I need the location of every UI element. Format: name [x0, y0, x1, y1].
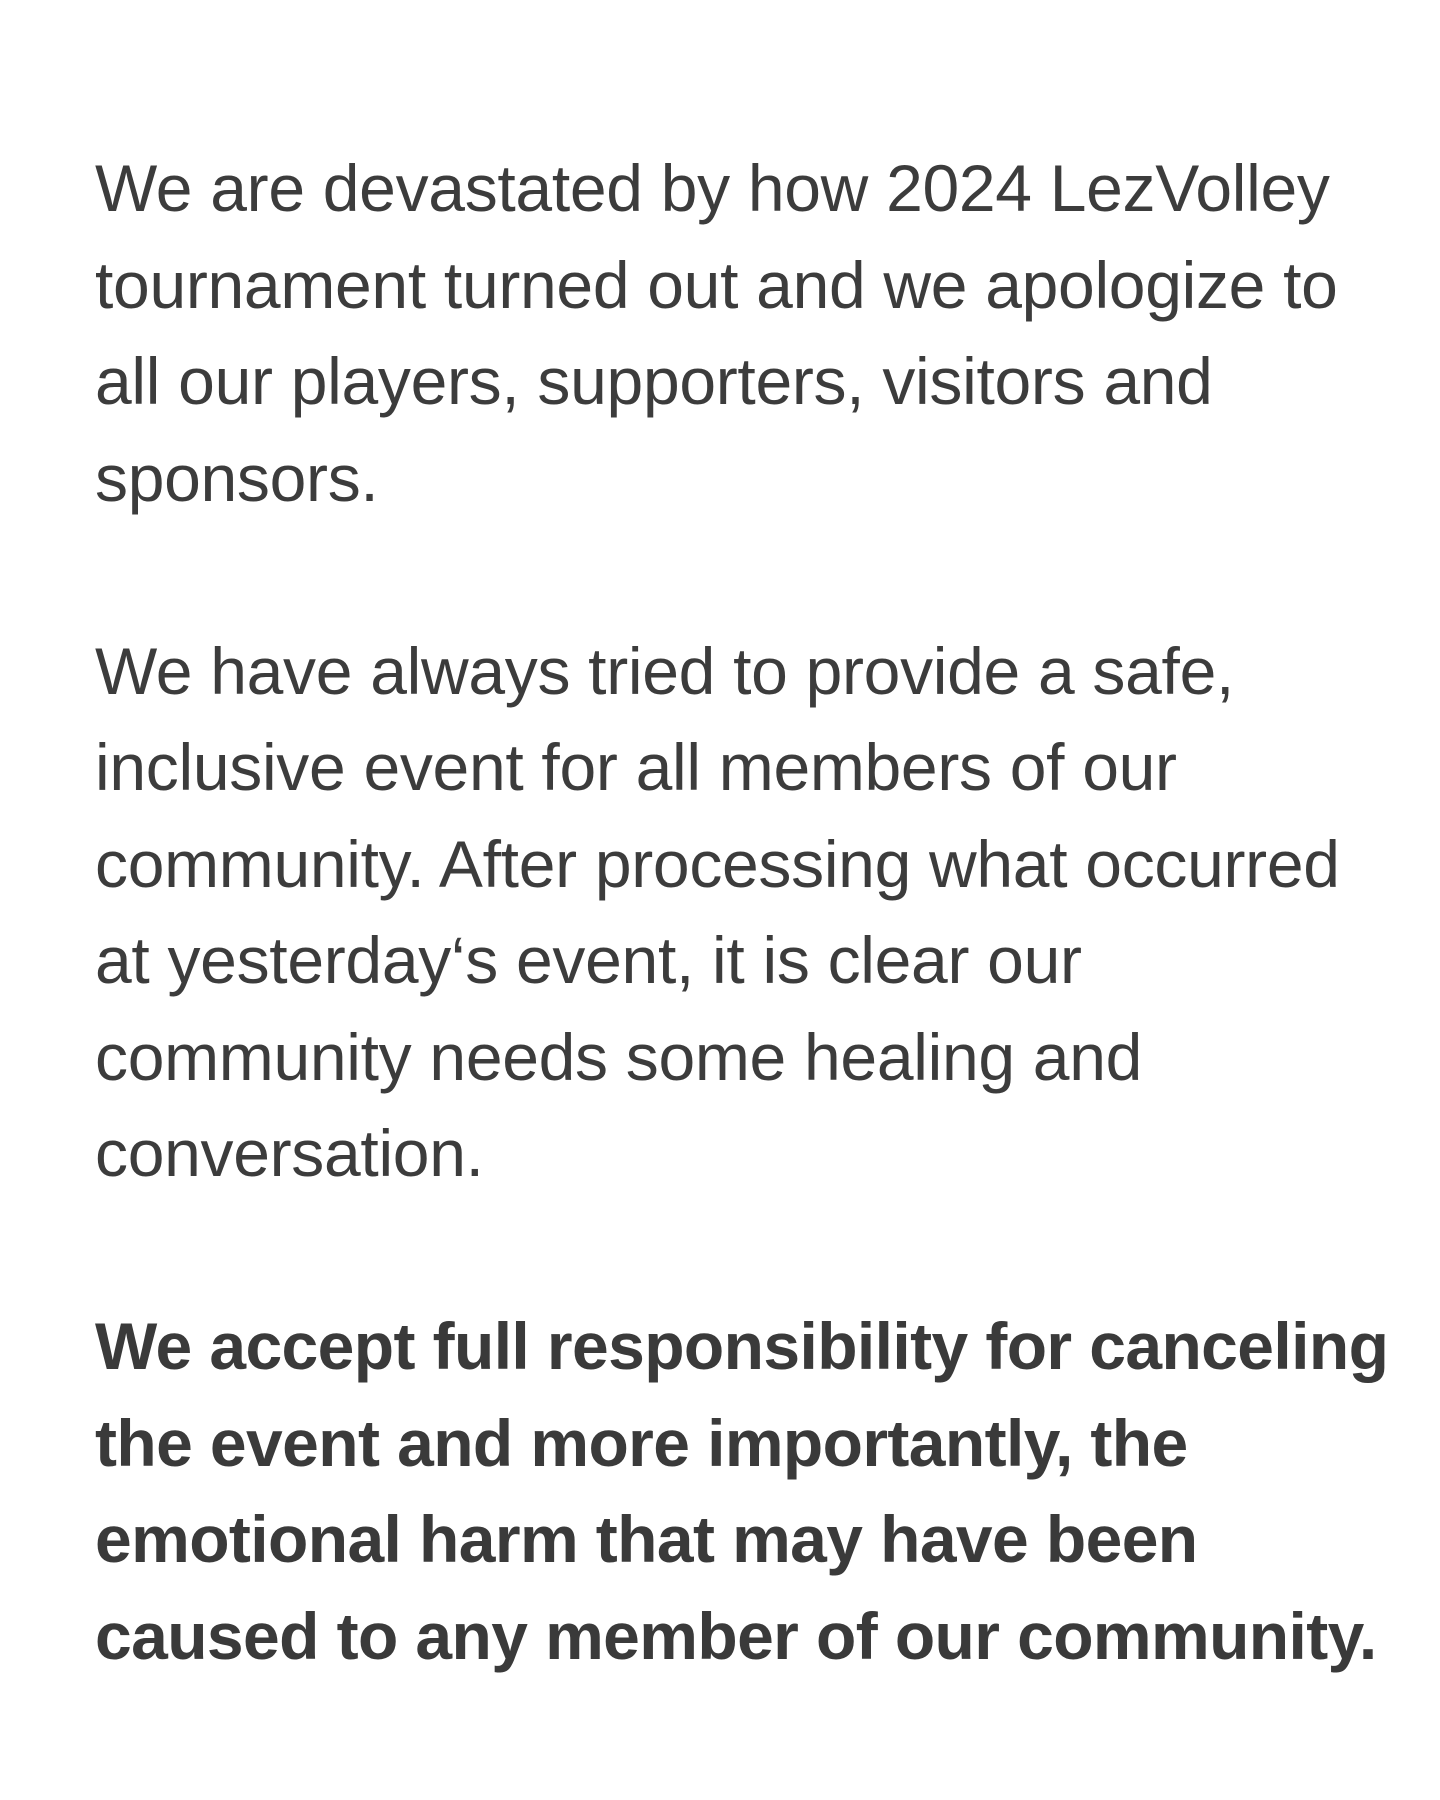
text-line: emotional harm that may have been — [95, 1502, 1198, 1576]
text-line: the event and more importantly, the — [95, 1405, 1188, 1480]
text-line: We are devastated by how 2024 LezVolley — [95, 151, 1330, 225]
text-line: caused to any member of our community. — [95, 1598, 1377, 1673]
text-line: We accept full responsibility for canceling — [95, 1309, 1389, 1383]
text-line: conversation. — [95, 1116, 484, 1190]
text-line: sponsors. — [95, 440, 379, 515]
statement-body — [95, 140, 1389, 1781]
text-line: at yesterday‘s event, it is clear our — [95, 923, 1082, 997]
text-line: We have always tried to provide a safe, — [95, 633, 1235, 708]
paragraph-responsibility — [95, 1298, 1389, 1684]
text-line: all our players, supporters, visitors and — [95, 344, 1213, 418]
text-line: community needs some healing and — [95, 1019, 1143, 1094]
paragraph-apology — [95, 140, 1385, 526]
text-line: tournament turned out and we apologize to — [95, 247, 1338, 322]
text-line: community. After processing what occurred — [95, 826, 1340, 901]
paragraph-community — [95, 623, 1385, 1202]
text-line: inclusive event for all members of our — [95, 730, 1177, 804]
